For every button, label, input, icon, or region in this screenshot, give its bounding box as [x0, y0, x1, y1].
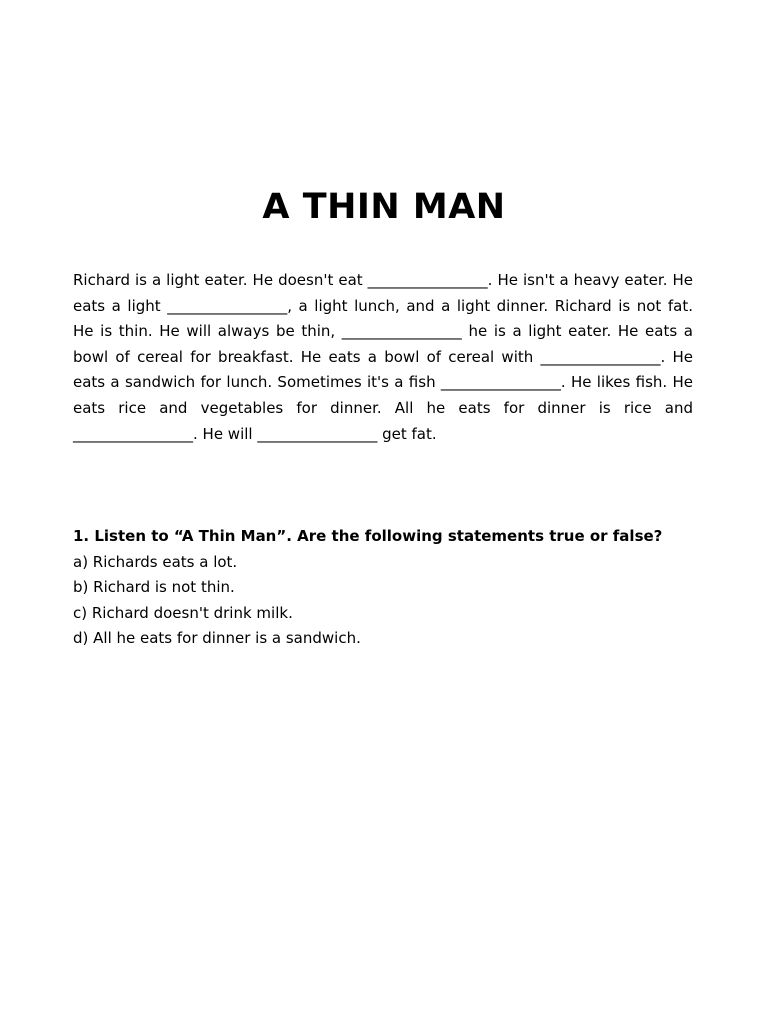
exercise-item: a) Richards eats a lot.: [73, 552, 238, 571]
exercise-item: b) Richard is not thin.: [73, 578, 235, 596]
exercise-section: [73, 524, 713, 652]
exercise-item: d) All he eats for dinner is a sandwich.: [73, 629, 361, 647]
page-title: A THIN MAN: [262, 187, 506, 227]
exercise-item: c) Richard doesn't drink milk.: [73, 603, 293, 622]
story-paragraph: Richard is a light eater. He doesn't eat ________________. He isn't a heavy eater. He eats a light ________________, a light lunch, and a light dinner. Richard is not fat. He is thin. He will always be thin, ________________ he is a light eater. He eats a bowl of cereal for breakfast. He eats a bowl of cereal with ________________. He eats a sandwich for lunch. Sometimes it's a fish ________________. He likes fish. He eats rice and vegetables for dinner. All he eats for dinner is rice and ________________. He will ________________ get fat.: [73, 271, 693, 443]
exercise-heading: 1. Listen to “A Thin Man”. Are the following statements true or false?: [73, 527, 663, 545]
